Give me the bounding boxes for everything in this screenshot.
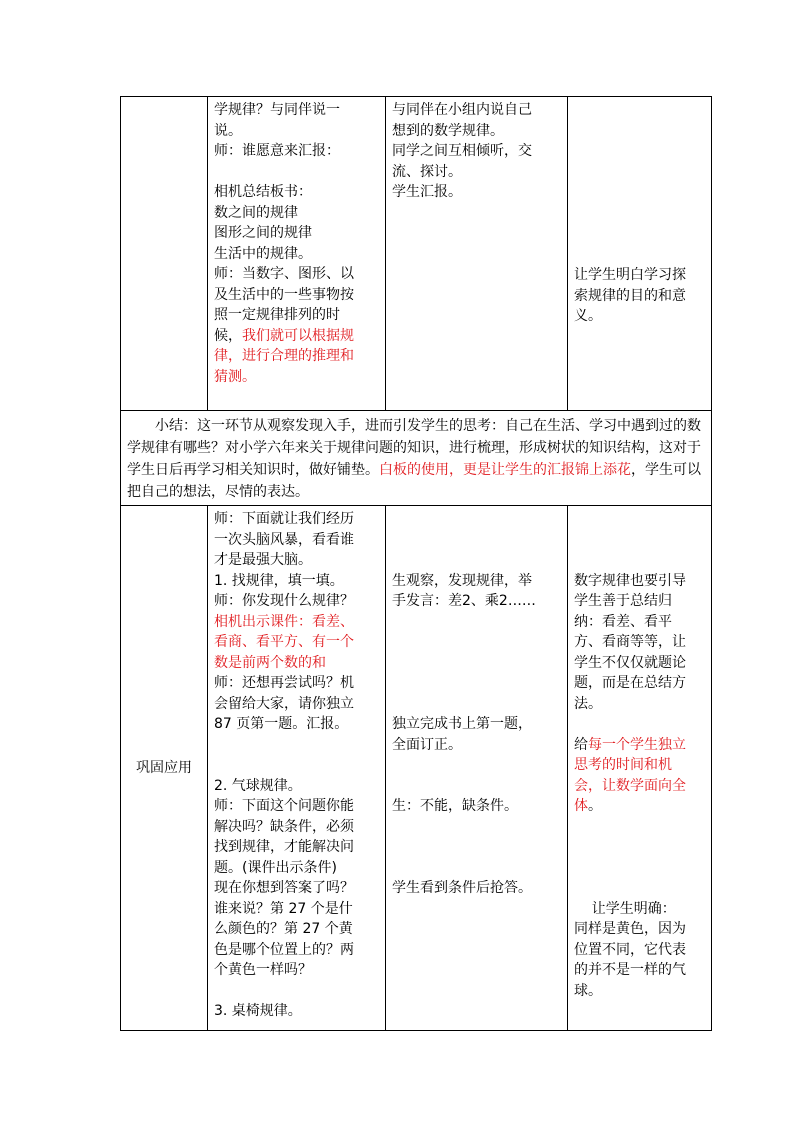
spacer: [574, 858, 705, 879]
intent-text-line: 义。: [574, 308, 602, 324]
spacer: [392, 755, 561, 776]
teacher-text-line: 师：你发现什么规律？: [214, 593, 354, 609]
teacher-text-line: 一次头脑风暴，看看谁: [214, 531, 354, 548]
section-label: 巩固应用: [121, 506, 208, 1031]
teacher-text-line: 及生活中的一些事物按: [214, 286, 354, 303]
student-text-line: 手发言：差2、乘2……: [392, 593, 536, 609]
teacher-text-line: [214, 735, 379, 756]
table-row: [121, 411, 712, 506]
intent-text-line: [574, 796, 705, 817]
student-text-line: 生观察，发现规律，举: [392, 572, 532, 589]
teacher-highlight: 我们就可以根据规: [242, 327, 354, 344]
table-row: [121, 97, 712, 411]
intent-text-line: [574, 735, 705, 756]
teacher-text-line: 师：谁愿意来汇报：: [214, 143, 340, 159]
teacher-text-line: 会留给大家，请你独立: [214, 695, 354, 712]
intent-text-line: 让学生明确：: [574, 900, 676, 917]
spacer: [574, 878, 705, 899]
spacer: [574, 509, 705, 530]
teacher-text-line: 师：下面就让我们经历: [214, 511, 354, 527]
student-text-line: 想到的数学规律。: [392, 122, 504, 139]
spacer: [574, 530, 705, 551]
student-text-line: 生：不能，缺条件。: [392, 798, 518, 814]
intent-text-line: 法。: [574, 695, 602, 712]
summary-text-end: ，学生可以把自己的想法，尽情的表达。: [127, 462, 701, 500]
teacher-text: 候，: [214, 327, 242, 344]
intent-text-line: 的并不是一样的气: [574, 962, 686, 978]
teacher-highlight: 猜测。: [214, 368, 256, 385]
student-text-line: 学生看到条件后抢答。: [392, 880, 532, 896]
summary-highlight: 白板的使用，更是让学生的汇报锦上添花: [379, 462, 631, 478]
teacher-text-line: 2. 气球规律。: [214, 777, 302, 794]
student-text-line: 与同伴在小组内说自己: [392, 102, 532, 118]
teacher-text-line: 谁来说？第 27 个是什: [214, 900, 353, 917]
intent-highlight: 思考的时间和机: [574, 757, 672, 773]
intent-text-line: 球。: [574, 982, 602, 999]
intent-text-line: 同样是黄色，因为: [574, 921, 686, 937]
teacher-text-line: 87 页第一题。汇报。: [214, 716, 349, 732]
student-text-line: 学生汇报。: [392, 184, 462, 200]
intent-text: 。: [588, 798, 602, 814]
teacher-text-line: 1. 找规律，填一填。: [214, 572, 344, 589]
student-activity-cell: [386, 97, 568, 411]
teacher-activity-cell: [208, 506, 386, 1031]
teacher-activity-cell: [208, 97, 386, 411]
student-text-line: 流、探讨。: [392, 163, 462, 180]
intent-text-line: 学生不仅仅就题论: [574, 654, 686, 671]
spacer: [392, 632, 561, 653]
intent-text-line: 题，而是在总结方: [574, 675, 686, 691]
teacher-text-line: 么颜色的？第 27 个黄: [214, 921, 353, 937]
teacher-text-line: [214, 162, 379, 183]
student-text-line: 全面订正。: [392, 736, 462, 753]
intent-highlight: 每一个学生独立: [588, 736, 686, 753]
intent-text: 给: [574, 736, 588, 753]
table-row: [121, 506, 712, 1031]
spacer: [574, 550, 705, 571]
teacher-text-line: 相机总结板书：: [214, 184, 312, 200]
intent-text-line: 纳：看差、看平: [574, 613, 672, 630]
spacer: [574, 714, 705, 735]
teacher-text-line: 才是最强大脑。: [214, 552, 312, 568]
teacher-text-line: 师：还想再尝试吗？机: [214, 675, 354, 691]
teacher-text-line: 学规律？与同伴说一: [214, 102, 340, 118]
spacer: [574, 817, 705, 838]
teacher-text-line: 现在你想到答案了吗？: [214, 880, 354, 896]
intent-highlight: 体: [574, 798, 588, 814]
teacher-text-line: 图形之间的规律: [214, 225, 312, 241]
section-cell-empty: [121, 97, 208, 411]
design-intent-cell: [568, 97, 712, 411]
teacher-text-line: [214, 755, 379, 776]
summary-cell: [121, 411, 712, 506]
summary-text: 小结：这一环节从观察发现入手，进而引发学生的思考：自己在生活、学习中遇到过的数学规律有哪些？对小学六年来关于规律问题的知识，进行梳理，形成树状的知识结构，这对于学生日后再学习相关知识时，做好铺垫。: [127, 418, 701, 478]
lesson-plan-table: [120, 96, 712, 1031]
teacher-highlight: 律，进行合理的推理和: [214, 348, 354, 364]
spacer: [392, 550, 561, 571]
teacher-text-line: 个黄色一样吗？: [214, 962, 312, 978]
intent-text-line: 数字规律也要引导: [574, 572, 686, 589]
teacher-text-line: 找到规律，才能解决问: [214, 839, 354, 855]
teacher-text-line: 题。(课件出示条件): [214, 859, 337, 876]
teacher-text-line: 3. 桌椅规律。: [214, 1003, 302, 1019]
spacer: [574, 837, 705, 858]
teacher-text-line: [214, 981, 379, 1002]
design-intent-cell: [568, 506, 712, 1031]
teacher-text-line: 生活中的规律。: [214, 245, 312, 262]
spacer: [392, 694, 561, 715]
intent-text-line: 方、看商等等，让: [574, 634, 686, 650]
spacer: [392, 530, 561, 551]
intent-text-line: 学生善于总结归: [574, 593, 672, 609]
teacher-highlight: 数是前两个数的和: [214, 654, 326, 671]
teacher-text-line: 数之间的规律: [214, 204, 298, 221]
teacher-highlight: 看商、看平方、有一个: [214, 634, 354, 650]
intent-text-line: 索规律的目的和意: [574, 287, 686, 304]
teacher-text-line: [214, 326, 379, 347]
teacher-text-line: 说。: [214, 122, 242, 139]
teacher-highlight: 相机出示课件：看差、: [214, 613, 354, 630]
intent-highlight: 会，让数学面向全: [574, 777, 686, 794]
spacer: [392, 653, 561, 674]
teacher-text-line: 照一定规律排列的时: [214, 307, 340, 323]
teacher-text-line: 师：当数字、图形、以: [214, 266, 354, 282]
student-text-line: 同学之间互相倾听，交: [392, 143, 532, 159]
spacer: [392, 837, 561, 858]
spacer: [392, 817, 561, 838]
spacer: [392, 612, 561, 633]
intent-text-line: 让学生明白学习探: [574, 267, 686, 283]
spacer: [392, 858, 561, 879]
student-activity-cell: [386, 506, 568, 1031]
teacher-text-line: 解决吗？缺条件，必须: [214, 818, 354, 835]
teacher-text-line: 色是哪个位置上的？两: [214, 941, 354, 958]
spacer: [392, 509, 561, 530]
spacer: [392, 776, 561, 797]
teacher-text-line: 师：下面这个问题你能: [214, 798, 354, 814]
student-text-line: 独立完成书上第一题，: [392, 716, 532, 732]
intent-text-line: 位置不同，它代表: [574, 941, 686, 958]
spacer: [392, 673, 561, 694]
